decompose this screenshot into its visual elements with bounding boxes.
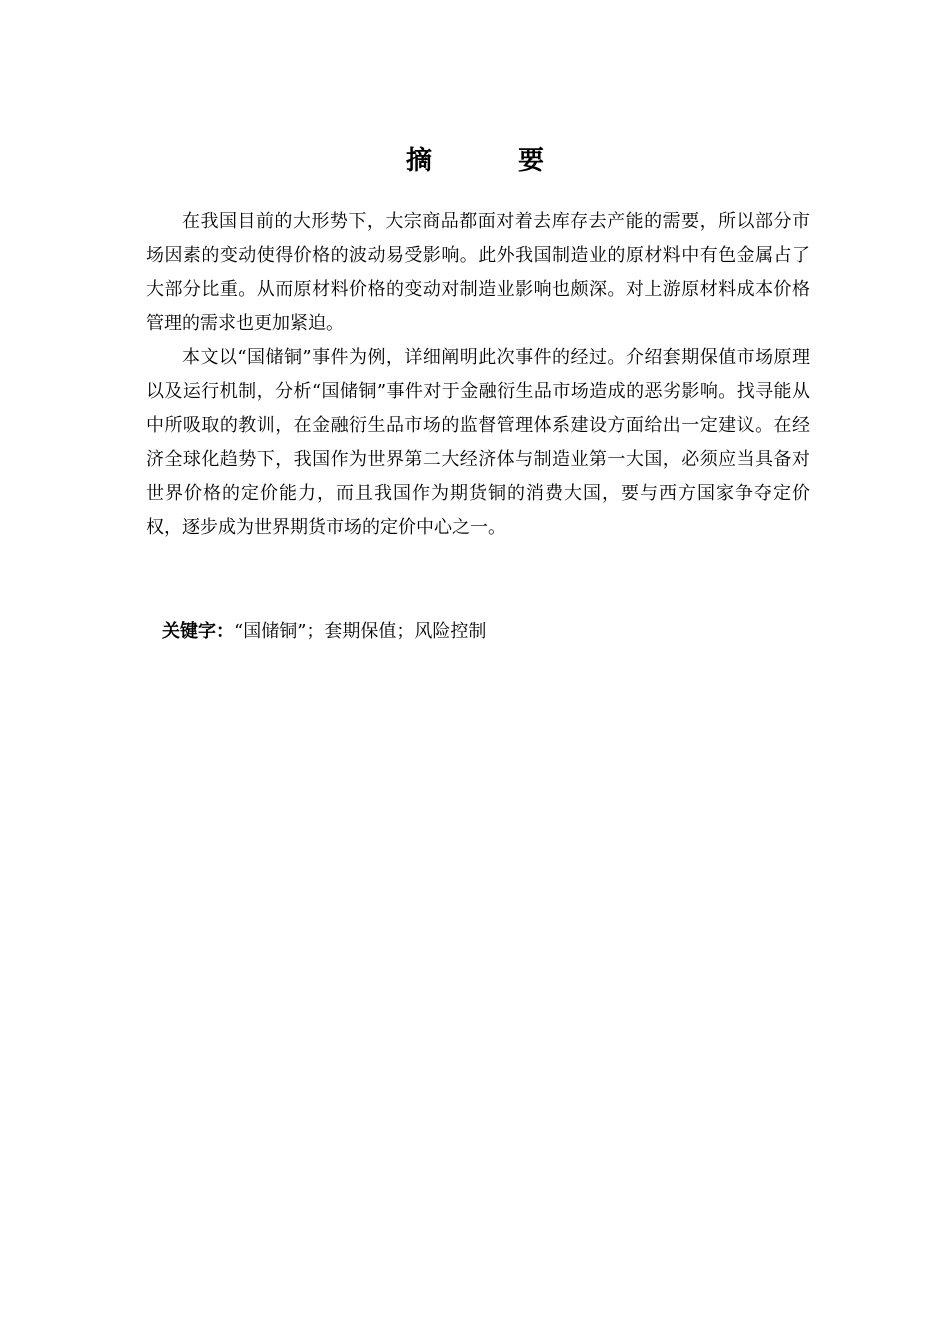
abstract-paragraph-1: 在我国目前的大形势下，大宗商品都面对着去库存去产能的需要，所以部分市场因素的变动使得价格的波动易受影响。此外我国制造业的原材料中有色金属占了大部分比重。从而原材料价格的变动对制造业影响也颇深。对上游原材料成本价格管理的需求也更加紧迫。 xyxy=(146,211,810,334)
abstract-body xyxy=(146,205,810,545)
keywords-label: 关键字： xyxy=(162,621,234,642)
abstract-paragraph-2: 本文以“国储铜”事件为例，详细阐明此次事件的经过。介绍套期保值市场原理以及运行机制，分析“国储铜”事件对于金融衍生品市场造成的恶劣影响。找寻能从中所吸取的教训，在金融衍生品市场的监督管理体系建设方面给出一定建议。在经济全球化趋势下，我国作为世界第二大经济体与制造业第一大国，必须应当具备对世界价格的定价能力，而且我国作为期货铜的消费大国，要与西方国家争夺定价权，逐步成为世界期货市场的定价中心之一。 xyxy=(146,347,810,538)
keywords-line xyxy=(162,615,802,649)
keywords-value: “国储铜”；套期保值；风险控制 xyxy=(234,621,487,642)
abstract-title: 摘 要 xyxy=(405,146,574,176)
